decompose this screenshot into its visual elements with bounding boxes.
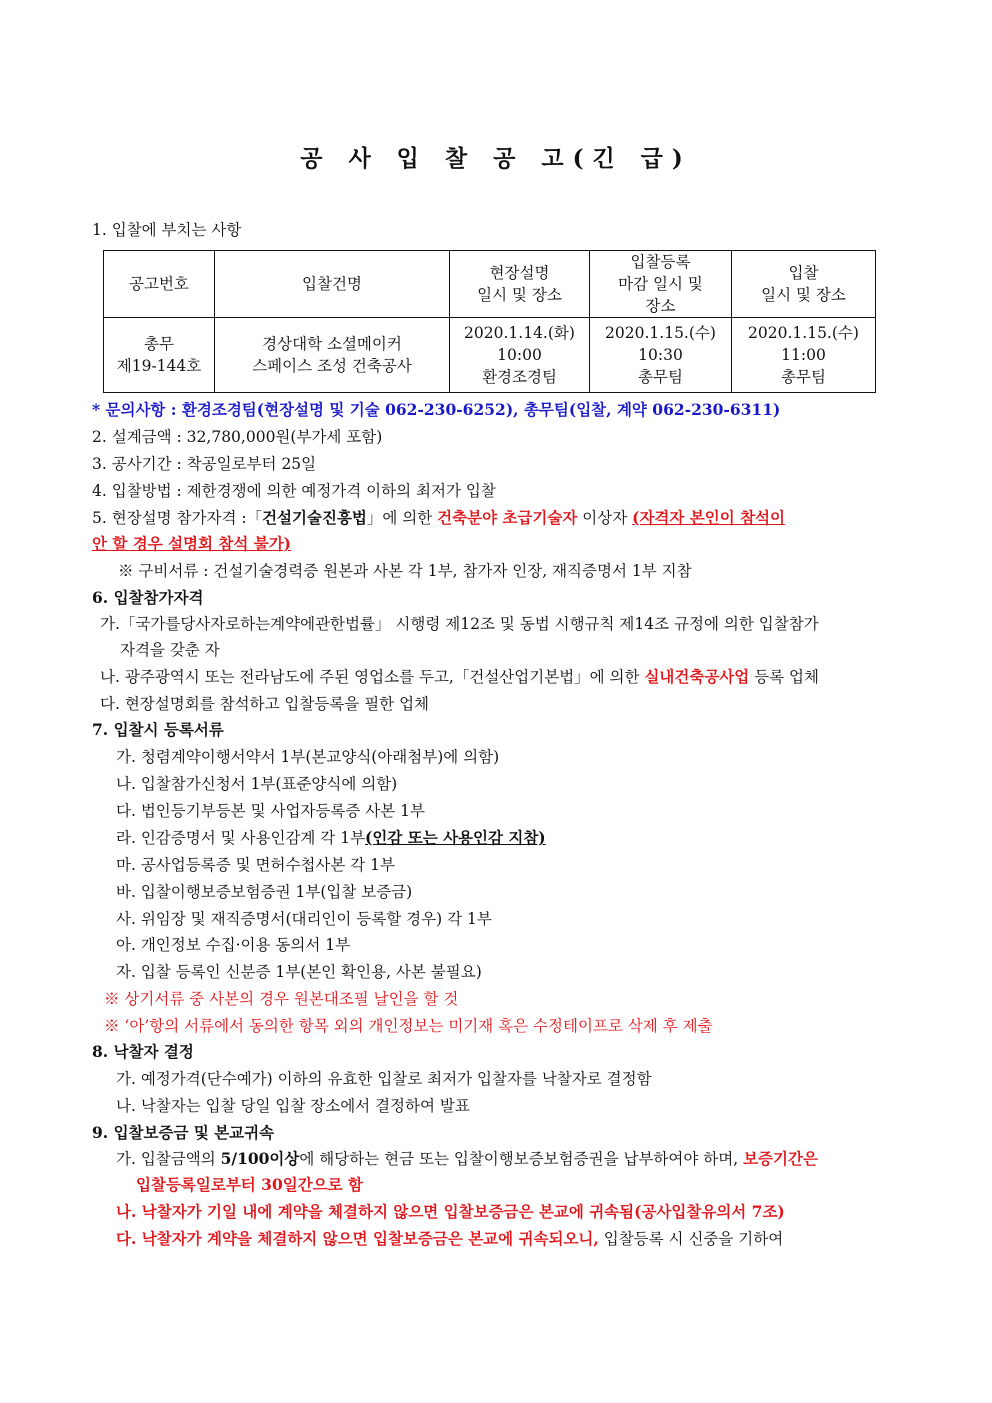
- s7-item: 바. 입찰이행보증보험증권 1부(입찰 보증금): [116, 883, 413, 901]
- header-bid-date: 입찰 일시 및 장소: [732, 251, 876, 318]
- s6-item-na: [100, 667, 819, 687]
- s5-text-c: 이상자: [577, 509, 633, 527]
- s5-law-name: 건설기술진흥법: [262, 508, 367, 527]
- s7-ra-emphasis: (인감 또는 사용인감 지참): [365, 828, 546, 847]
- s5-attendance-warning-2: 안 할 경우 설명회 참석 불가): [92, 534, 292, 553]
- s9-ga-text-a: 가. 입찰금액의: [116, 1150, 221, 1168]
- s6-item-ga: 가.「국가를당사자로하는계약에관한법률」 시행령 제12조 및 동법 시행규칙 제14조 규정에 의한 입찰참가: [100, 615, 819, 633]
- s6-na-license: 실내건축공사업: [644, 667, 750, 686]
- section-6-heading: 6. 입찰참가자격: [92, 588, 204, 607]
- page-title: 공 사 입 찰 공 고(긴 급): [300, 145, 692, 172]
- cell-site-briefing: 2020.1.14.(화) 10:00 환경조경팀: [450, 318, 590, 393]
- header-notice-number: 공고번호: [104, 251, 215, 318]
- section-7-heading: 7. 입찰시 등록서류: [92, 720, 224, 739]
- s7-item: 자. 입찰 등록인 신분증 1부(본인 확인용, 사본 불필요): [116, 963, 482, 981]
- section-1-heading: 1. 입찰에 부치는 사항: [92, 221, 242, 239]
- s5-text-b: 」에 의한: [366, 509, 438, 527]
- s6-na-text-b: 등록 업체: [749, 668, 819, 686]
- s5-text-a: 5. 현장설명 참가자격 :「: [92, 509, 263, 527]
- s9-item-na: 나. 낙찰자가 기일 내에 계약을 체결하지 않으면 입찰보증금은 본교에 귀속됨(공사입찰유의서 7조): [116, 1202, 785, 1221]
- s9-item-ga: [116, 1149, 818, 1169]
- s9-item-da: [116, 1229, 783, 1249]
- inquiry-star: *: [92, 400, 101, 419]
- section-4-bid-method: 4. 입찰방법 : 제한경쟁에 의한 예정가격 이하의 최저가 입찰: [92, 482, 496, 500]
- s7-note-1: ※ 상기서류 중 사본의 경우 원본대조필 날인을 할 것: [104, 990, 459, 1008]
- s9-ga-ratio: 5/100이상: [220, 1149, 300, 1168]
- s7-item-ra: [116, 828, 546, 848]
- cell-bid-date: 2020.1.15.(수) 11:00 총무팀: [732, 318, 876, 393]
- section-9-heading: 9. 입찰보증금 및 본교귀속: [92, 1123, 275, 1142]
- section-5-continuation: [92, 534, 291, 554]
- header-site-briefing: 현장설명 일시 및 장소: [450, 251, 590, 318]
- cell-registration-deadline: 2020.1.15.(수) 10:30 총무팀: [590, 318, 732, 393]
- s9-ga-period-2: 입찰등록일로부터 30일간으로 함: [136, 1175, 364, 1194]
- section-5-briefing-qualification: [92, 508, 785, 528]
- s6-item-da: 다. 현장설명회를 참석하고 입찰등록을 필한 업체: [100, 695, 430, 713]
- s9-ga-text-b: 에 해당하는 현금 또는 입찰이행보증보험증권을 납부하여야 하며,: [299, 1150, 744, 1168]
- header-registration-deadline: 입찰등록 마감 일시 및 장소: [590, 251, 732, 318]
- s8-item-ga: 가. 예정가격(단수예가) 이하의 유효한 입찰로 최저가 입찰자를 낙찰자로 결정함: [116, 1070, 652, 1088]
- s7-item: 나. 입찰참가신청서 1부(표준양식에 의함): [116, 775, 398, 793]
- table-row: [104, 318, 876, 393]
- section-8-heading: 8. 낙찰자 결정: [92, 1042, 194, 1061]
- s9-ga-period-1: 보증기간은: [743, 1149, 818, 1168]
- cell-bid-name: 경상대학 소셜메이커 스페이스 조성 건축공사: [215, 318, 450, 393]
- table-header-row: [104, 251, 876, 318]
- s5-attendance-warning-1: (자격자 본인이 참석이: [632, 508, 785, 527]
- section-5-note: ※ 구비서류 : 건설기술경력증 원본과 사본 각 1부, 참가자 인장, 재직증명서 1부 지참: [118, 562, 692, 580]
- s6-na-text-a: 나. 광주광역시 또는 전라남도에 주된 영업소를 두고,「건설산업기본법」에 의한: [100, 668, 645, 686]
- s9-da-text: 입찰등록 시 신중을 기하여: [598, 1230, 784, 1248]
- section-2-design-amount: 2. 설계금액 : 32,780,000원(부가세 포함): [92, 428, 383, 446]
- header-bid-name: 입찰건명: [215, 251, 450, 318]
- s6-item-ga-cont: 자격을 갖춘 자: [120, 641, 220, 659]
- s7-item: 마. 공사업등록증 및 면허수첩사본 각 1부: [116, 856, 395, 874]
- s7-item: 다. 법인등기부등본 및 사업자등록증 사본 1부: [116, 802, 425, 820]
- section-3-construction-period: 3. 공사기간 : 착공일로부터 25일: [92, 455, 317, 473]
- bid-table: [103, 250, 876, 393]
- s8-item-na: 나. 낙찰자는 입찰 당일 입찰 장소에서 결정하여 발표: [116, 1097, 470, 1115]
- s7-item: 사. 위임장 및 재직증명서(대리인이 등록할 경우) 각 1부: [116, 910, 492, 928]
- s7-note-2: ※ ‘아’항의 서류에서 동의한 항목 외의 개인정보는 미기재 혹은 수정테이프로 삭제 후 제출: [104, 1017, 713, 1035]
- s5-required-engineer: 건축분야 초급기술자: [437, 508, 578, 527]
- inquiry-line: [92, 400, 780, 420]
- s7-item: 아. 개인정보 수집·이용 동의서 1부: [116, 936, 351, 954]
- s9-da-warning: 다. 낙찰자가 계약을 체결하지 않으면 입찰보증금은 본교에 귀속되오니,: [116, 1229, 599, 1248]
- s7-item: 가. 청렴계약이행서약서 1부(본교양식(아래첨부)에 의함): [116, 748, 500, 766]
- inquiry-text: 문의사항 : 환경조경팀(현장설명 및 기술 062-230-6252), 총무팀(입찰, 계약 062-230-6311): [100, 400, 781, 419]
- s7-ra-text: 라. 인감증명서 및 사용인감계 각 1부: [116, 829, 366, 847]
- cell-notice-number: 총무 제19-144호: [104, 318, 215, 393]
